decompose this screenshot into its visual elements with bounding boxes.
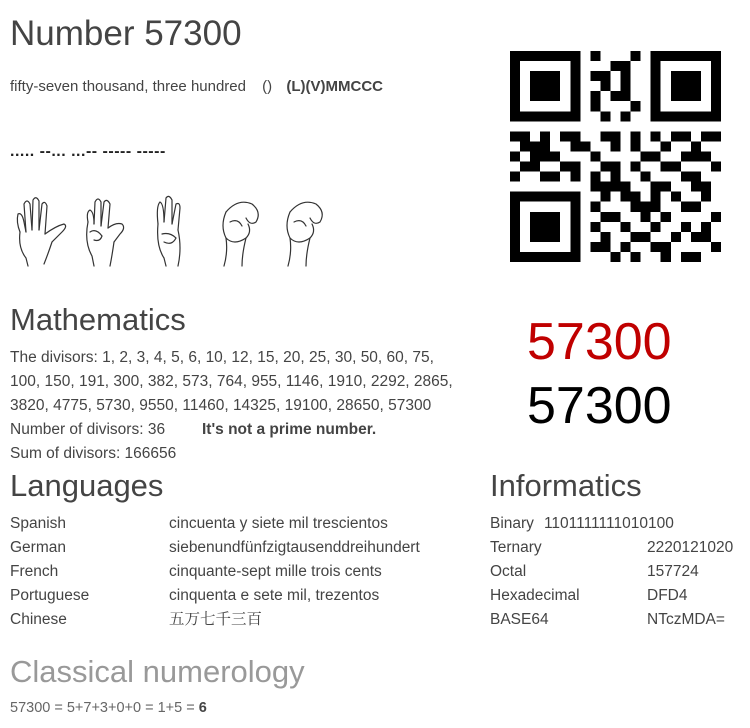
hand-0-icon <box>287 202 322 266</box>
informatics-value: DFD4 <box>647 587 688 604</box>
informatics-value: NTczMDA= <box>647 611 725 628</box>
informatics-heading: Informatics <box>490 468 642 503</box>
divisors-line: 100, 150, 191, 300, 382, 573, 764, 955, 1146, 1910, 2292, 2865, <box>10 373 453 390</box>
languages-table <box>10 512 420 632</box>
morse-code: ..... --... ...-- ----- ----- <box>10 143 166 160</box>
sum-of-divisors: Sum of divisors: 166656 <box>10 445 177 462</box>
mathematics-heading: Mathematics <box>10 302 186 337</box>
language-name: Chinese <box>10 611 67 628</box>
language-name: French <box>10 563 59 580</box>
informatics-row <box>490 536 733 560</box>
language-row <box>10 608 420 632</box>
big-number-red: 57300 <box>527 313 672 371</box>
informatics-value: 2220121020 <box>647 539 734 556</box>
language-text: cinquenta e sete mil, trezentos <box>169 587 380 604</box>
informatics-label: Ternary <box>490 539 542 556</box>
informatics-value: 157724 <box>647 563 699 580</box>
hand-5-icon <box>17 198 65 266</box>
parens: () <box>262 78 273 95</box>
language-name: Portuguese <box>10 587 90 604</box>
language-row <box>10 560 420 584</box>
language-name: German <box>10 539 66 556</box>
language-text: siebenundfünfzigtausenddreihundert <box>169 539 420 556</box>
sign-language-hands <box>8 192 338 272</box>
language-text: cincuenta y siete mil trescientos <box>169 515 388 532</box>
languages-heading: Languages <box>10 468 164 503</box>
language-row <box>10 512 420 536</box>
language-text: 五万七千三百 <box>169 611 263 628</box>
informatics-row <box>490 584 733 608</box>
hand-7-icon <box>87 199 124 266</box>
qr-code <box>510 51 721 262</box>
divisors-line: 3820, 4775, 5730, 9550, 11460, 14325, 19100, 28650, 57300 <box>10 397 432 414</box>
language-row <box>10 584 420 608</box>
number-of-divisors: Number of divisors: 36 <box>10 421 166 438</box>
number-in-words <box>10 78 383 95</box>
big-number-black: 57300 <box>527 377 672 435</box>
hand-0-icon <box>223 202 258 266</box>
informatics-row <box>490 608 733 632</box>
informatics-table <box>490 512 733 632</box>
divisors-list <box>10 346 480 418</box>
divisors-line: The divisors: 1, 2, 3, 4, 5, 6, 10, 12, 15, 20, 25, 30, 50, 60, 75, <box>10 349 434 366</box>
numerology-result: 6 <box>198 700 207 716</box>
informatics-label: BASE64 <box>490 611 549 628</box>
informatics-label: Hexadecimal <box>490 587 580 604</box>
numerology-sum: 57300 = 5+7+3+0+0 = 1+5 = <box>10 700 199 716</box>
language-row <box>10 536 420 560</box>
prime-status: It's not a prime number. <box>202 421 377 438</box>
page-title: Number 57300 <box>10 14 242 53</box>
english-words: fifty-seven thousand, three hundred <box>10 78 246 95</box>
numerology-heading: Classical numerology <box>10 654 305 689</box>
binary-row <box>490 512 733 536</box>
language-text: cinquante-sept mille trois cents <box>169 563 382 580</box>
hand-3-icon <box>157 196 180 266</box>
binary-value: 1101111111010100 <box>543 515 674 532</box>
informatics-row <box>490 560 733 584</box>
numerology-equation <box>10 700 207 716</box>
informatics-label: Octal <box>490 563 527 580</box>
language-name: Spanish <box>10 515 67 532</box>
binary-label: Binary <box>490 515 534 532</box>
roman-numeral: (L)(V)MMCCC <box>286 78 383 95</box>
